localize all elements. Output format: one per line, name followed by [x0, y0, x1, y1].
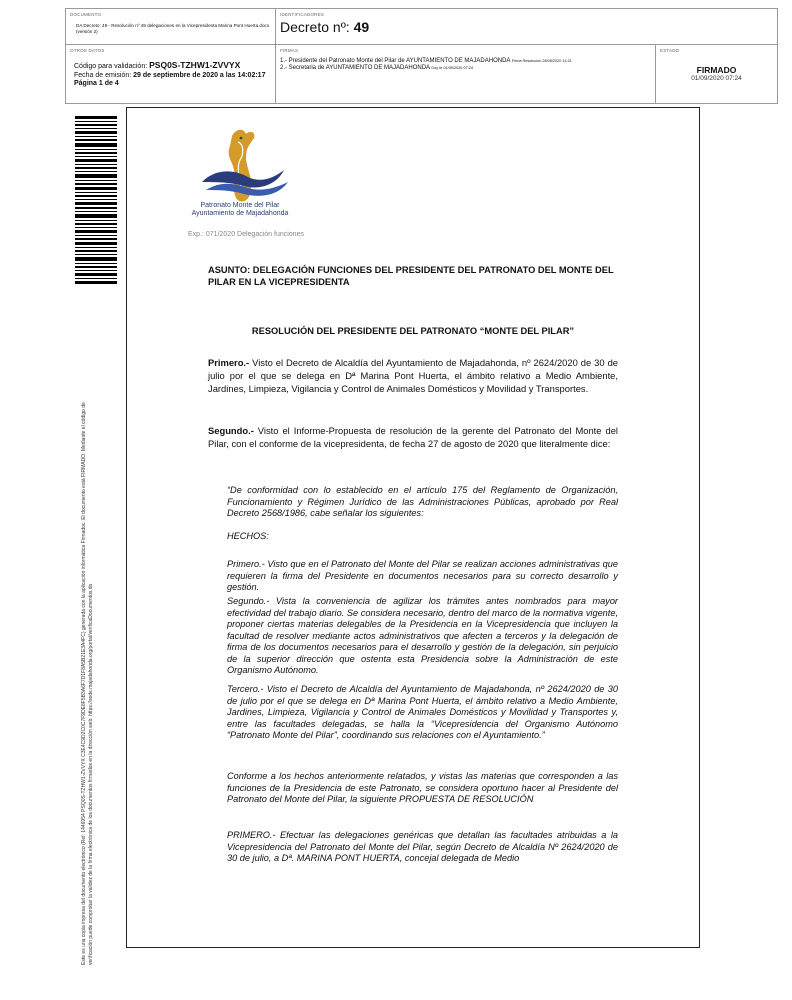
estado-cell [656, 45, 777, 103]
segundo-label: Segundo.- [208, 425, 254, 436]
firma-1: 1.- Presidente del Patronato Monte del Pilar de AYUNTAMIENTO DE MAJADAHONDA [280, 58, 511, 64]
fecha-value: 29 de septiembre de 2020 a las 14:02:17 [133, 71, 266, 79]
segundo-paragraph [208, 424, 618, 450]
identificadores-label: IDENTIFICADORES [280, 12, 325, 17]
identificadores-cell [276, 9, 777, 45]
primero-label: Primero.- [208, 357, 250, 368]
documento-cell [66, 9, 276, 45]
decreto-number [280, 19, 369, 35]
firmas-cell [276, 45, 656, 103]
quote-primero-propuesta: PRIMERO.- Efectuar las delegaciones genéricas que detallan las facultades atribuidas a la Vicepresidencia del Patronato del Monte del Pilar, según Decreto de Alcaldía Nº 2624/2020 de 30 de julio, a Dª. MARINA PONT HUERTA, concejal delegada de Medio [227, 830, 618, 863]
estado-label: ESTADO [660, 48, 680, 53]
otros-datos-cell [66, 45, 276, 103]
side-verification-text-1: Este es una copia impresa del documento electrónico (Ref: 1446954 PSQ0S-TZHW1-ZVVYX C3E4C9D2C0C7F9DE8F5B3A6F7D1F8A5B21E3A4FC) generada con la aplicación informática Firmadoc. El documento está FIRMADO. Mediante el código de [81, 402, 87, 965]
decreto-prefix: Decreto nº: [280, 19, 350, 35]
logo-text [185, 202, 295, 217]
logo-line-2: Ayuntamiento de Majadahonda [191, 209, 289, 217]
primero-text: Visto el Decreto de Alcaldía del Ayuntamiento de Majadahonda, nº 2624/2020 de 30 de julio por el que se delega en Dª Marina Pont Huerta, el ámbito relativo a Medio Ambiente, Jardines, Limpieza, Vigilancia y Control de Animales Domésticos y Movilidad y Transportes. [208, 357, 618, 394]
barcode-icon [75, 116, 117, 284]
quote-primero: Primero.- Visto que en el Patronato del Monte del Pilar se realizan acciones administrativas que requieren la firma del Presidente en documentos necesarios para su correcto desarrollo y gestión. [227, 559, 618, 592]
estado-date: 01/09/2020 07:24 [691, 75, 742, 82]
firmas-list [280, 58, 652, 72]
side-verification-text-2: verificación puede comprobar la validez de la firma electrónica de los documentos firmados en la dirección web: https://sede.majadahonda.org/portal/verificaDocumentos.do [88, 583, 94, 965]
asunto-heading: ASUNTO: DELEGACIÓN FUNCIONES DEL PRESIDENTE DEL PATRONATO DEL MONTE DEL PILAR EN LA VICEPRESIDENTA [208, 265, 614, 287]
pagina-info: Página 1 de 4 [74, 80, 119, 87]
primero-paragraph [208, 356, 618, 395]
quote-tercero: Tercero.- Visto el Decreto de Alcaldía del Ayuntamiento de Majadahonda, nº 2624/2020 de 30 de julio por el que se delega en Dª Marina Pont Huerta, el ámbito relativo a Medio Ambiente, Jardines, Limpieza, Vigilancia y Control de Animales Domésticos y Movilidad y Transportes y, entre las facultades delegadas, se halla la “Vicepresidencia del Organismo Autónomo “Patronato Monte del Pilar”, coordinando sus relaciones con el Ayuntamiento.” [227, 684, 618, 740]
firma-2: 2.- Secretaria de AYUNTAMIENTO DE MAJADAHONDA [280, 65, 430, 71]
estado-value: FIRMADO [696, 65, 737, 75]
segundo-text: Visto el Informe-Propuesta de resolución de la gerente del Patronato del Monte del Pilar, con el conforme de la vicepresidenta, de fecha 27 de agosto de 2020 que literalmente dice: [208, 425, 618, 449]
codigo-value[interactable]: PSQ0S-TZHW1-ZVVYX [149, 60, 241, 70]
expediente-ref: Exp.: 071/2020 Delegación funciones [188, 231, 304, 238]
codigo-label: Código para validación: [74, 63, 148, 70]
quote-hechos: HECHOS: [227, 531, 269, 541]
quote-intro: “De conformidad con lo establecido en el artículo 175 del Reglamento de Organización, Funcionamiento y Régimen Jurídico de las Administraciones Públicas, aprobado por Real Decreto 2568/1986, cabe señalar los siguientes: [227, 485, 618, 518]
documento-text: DA Decreto: 49 - Resolución nº 49 delegaciones en la Vicepresidenta Marina Pont Huerta.docx (versión 2) [76, 23, 270, 34]
otros-label: OTROS DATOS [70, 48, 105, 53]
resolucion-title: RESOLUCIÓN DEL PRESIDENTE DEL PATRONATO “MONTE DEL PILAR” [251, 326, 575, 336]
firmas-label: FIRMAS [280, 48, 299, 53]
firma-2-sub: Doy fe 01/09/2020 07:24 [431, 66, 473, 70]
fecha-label: Fecha de emisión: [74, 71, 132, 79]
otros-datos [74, 61, 265, 89]
quote-segundo: Segundo.- Vista la conveniencia de agilizar los trámites antes nombrados para mayor efectividad del trabajo diario. Se considera necesario, dentro del marco de la normativa vigente, proponer ciertas materias delegables de la Presidencia en la Vicepresidencia que incluyen la facultad de resolver mediante actos administrativos que afecten a terceros y la delegación de firma de los documentos necesarios para el desarrollo y gestión de la delegación, sin perjuicio de la superior dirección que ostenta esta Presidencia sobre la Administración de este Organismo Autónomo. [227, 596, 618, 675]
decreto-value: 49 [353, 19, 370, 35]
documento-label: DOCUMENTO [70, 12, 102, 17]
logo-line-1: Patronato Monte del Pilar [200, 202, 280, 209]
quote-conforme: Conforme a los hechos anteriormente relatados, y vistas las materias que corresponden a las funciones de la Presidencia de este Patronato, se considera oportuno hacer al Presidente del Patronato del Monte del Pilar, la siguiente PROPUESTA DE RESOLUCIÓN [227, 771, 618, 804]
document-header-table [65, 8, 778, 104]
firma-1-sub: Firma Resolución 28/08/2020 14:21 [511, 59, 572, 63]
